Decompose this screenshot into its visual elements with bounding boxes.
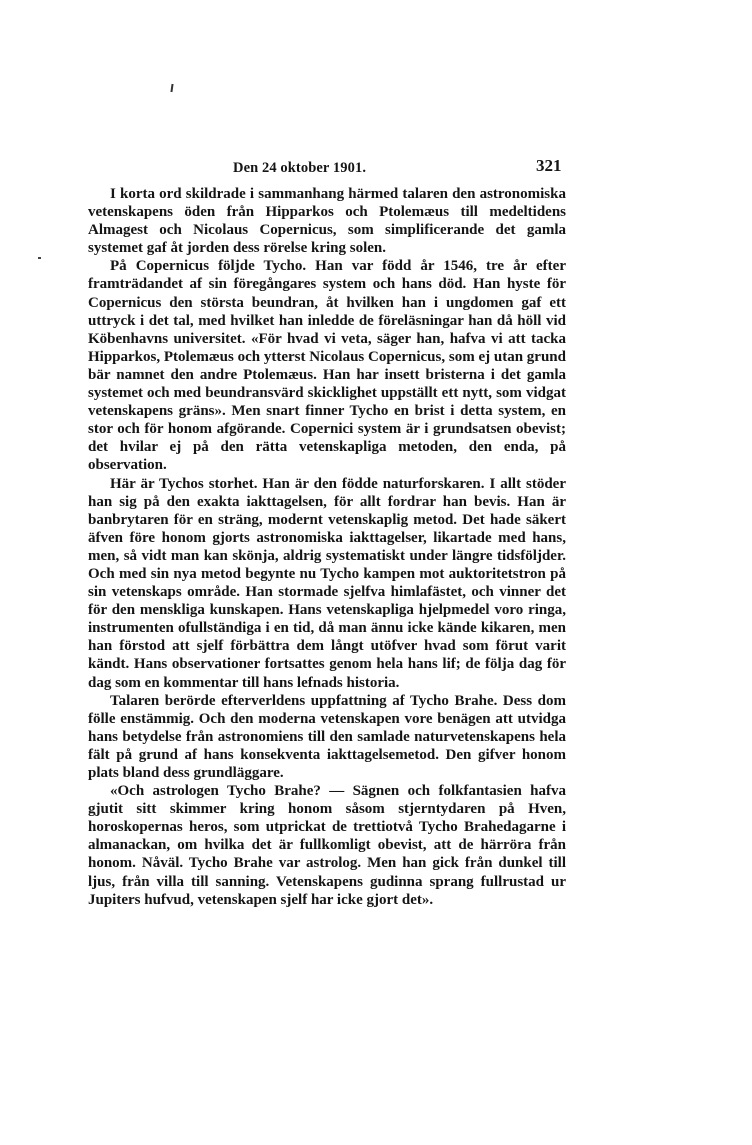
paragraph: I korta ord skildrade i sammanhang härmed talaren den astronomiska vetenskapens öden från Hipparkos och Ptolemæus till medeltidens Almagest och Nicolaus Copernicus, som simplificerande det gamla systemet gaf åt jorden dess rörelse kring solen. <box>88 186 566 257</box>
running-head: Den 24 oktober 1901. <box>233 160 367 176</box>
paragraph: Talaren berörde efterverldens uppfattning af Tycho Brahe. Dess dom fölle enstämmig. Och den moderna vetenskapen vore benägen att utvidga hans betydelse från astronomiens till den samlade naturvetenskapens hela fält på grund af hans konsekventa iakttagelsemetod. Den gifver honom plats bland dess grundläggare. <box>88 692 566 781</box>
paragraph: På Copernicus följde Tycho. Han var född år 1546, tre år efter framträdandet af sin föregångares system och hans död. Han hyste för Copernicus den största beundran, åt hvilken han i ungdomen gaf ett uttryck i det tal, med hvilket han inledde de föreläsningar han då höll vid Köbenhavns universitet. «För hvad vi veta, säger han, hafva vi att tacka Hipparkos, Ptolemæus och ytterst Nicolaus Copernicus, som ej utan grund bär namnet den andre Ptolemæus. Han har insett bristerna i det gamla systemet och med beundransvärd skicklighet uppställt ett nytt, som vidgat vetenskapens gräns». Men snart finner Tycho en brist i detta system, en stor och för honom afgörande. Copernici system är i grundsatsen obevist; det hvilar ej på den rätta vetenskapliga metoden, den enda, på observation. <box>88 258 566 474</box>
stray-ink-mark <box>170 84 173 92</box>
margin-ink-mark <box>38 257 41 259</box>
paragraph: «Och astrologen Tycho Brahe? — Sägnen och folkfantasien hafva gjutit sitt skimmer kring honom såsom stjerntydaren på Hven, horoskopernas heros, som utprickat de trettiotvå Tycho Brahedagarne i almanackan, om hvilka det är fullkomligt obevist, att de härröra från honom. Nåväl. Tycho Brahe var astrolog. Men han gick från dunkel till ljus, från villa till sanning. Vetenskapens gudinna sprang fullrustad ur Jupiters hufvud, vetenskapen sjelf har icke gjort det». <box>88 783 566 908</box>
paragraph: Här är Tychos storhet. Han är den födde naturforskaren. I allt stöder han sig på den exakta iakttagelsen, för allt fordrar han bevis. Han är banbrytaren för en sträng, modernt vetenskaplig metod. Det hade säkert äfven före honom gjorts astronomiska iakttagelser, likartade med hans, men, så vidt man kan skönja, aldrig systematiskt under längre tidsföljder. Och med sin nya metod begynte nu Tycho kampen mot auktoritetstron på sin vetenskaps område. Han stormade sjelfva himlafästet, och vinner det för den menskliga kunskapen. Hans vetenskapliga hjelpmedel voro ringa, instrumenten ofullständiga i en tid, då man ännu icke kände kikaren, men han förstod att sjelf förbättra dem långt utöfver hvad som förut varit kändt. Hans observationer fortsattes genom hela hans lif; de följa dag för dag som en kommentar till hans lefnads historia. <box>88 475 566 691</box>
body-text <box>88 185 566 909</box>
page-number: 321 <box>536 156 562 175</box>
